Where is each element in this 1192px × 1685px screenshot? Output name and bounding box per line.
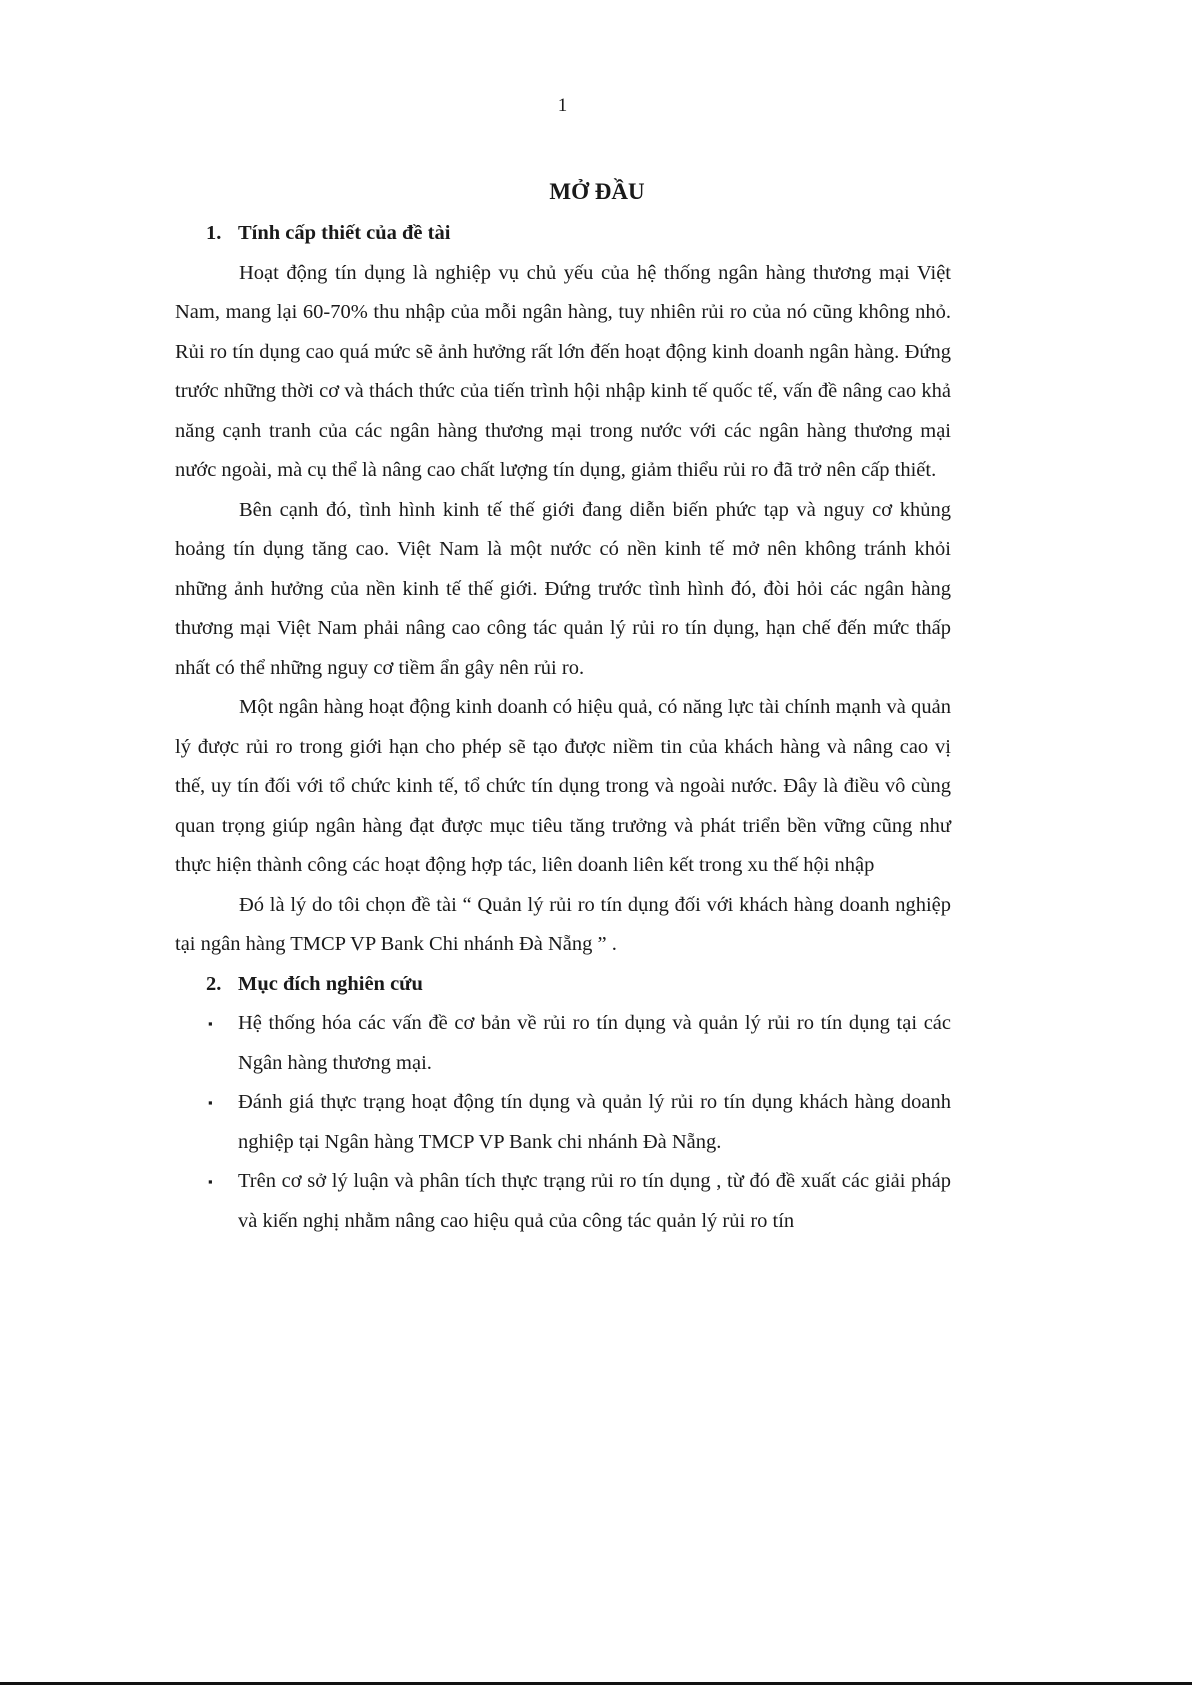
section-number-1: 1. <box>206 222 222 244</box>
section-heading-1 <box>175 214 951 254</box>
objectives-list <box>175 1004 951 1241</box>
paragraph-2: Bên cạnh đó, tình hình kinh tế thế giới đang diễn biến phức tạp và nguy cơ khủng hoảng tín dụng tăng cao. Việt Nam là một nước có nền kinh tế mở nên không tránh khỏi những ảnh hưởng của nền kinh tế thế giới. Đứng trước tình hình đó, đòi hỏi các ngân hàng thương mại Việt Nam phải nâng cao công tác quản lý rủi ro tín dụng, hạn chế đến mức thấp nhất có thể những nguy cơ tiềm ẩn gây nên rủi ro. <box>175 498 951 679</box>
square-bullet-icon: ▪ <box>208 1016 213 1031</box>
square-bullet-icon: ▪ <box>208 1174 213 1189</box>
paragraph-4: Đó là lý do tôi chọn đề tài “ Quản lý rủi ro tín dụng đối với khách hàng doanh nghiệp tại ngân hàng TMCP VP Bank Chi nhánh Đà Nẵng ” . <box>175 893 951 955</box>
paragraph-1: Hoạt động tín dụng là nghiệp vụ chủ yếu của hệ thống ngân hàng thương mại Việt Nam, mang lại 60-70% thu nhập của mỗi ngân hàng, tuy nhiên rủi ro của nó cũng không nhỏ. Rủi ro tín dụng cao quá mức sẽ ảnh hưởng rất lớn đến hoạt động kinh doanh ngân hàng. Đứng trước những thời cơ và thách thức của tiến trình hội nhập kinh tế quốc tế, vấn đề nâng cao khả năng cạnh tranh của các ngân hàng thương mại trong nước với các ngân hàng thương mại nước ngoài, mà cụ thể là nâng cao chất lượng tín dụng, giảm thiểu rủi ro đã trở nên cấp thiết. <box>175 261 951 481</box>
section-number-2: 2. <box>206 972 222 995</box>
section-heading-2 <box>175 965 951 1005</box>
paragraph-3: Một ngân hàng hoạt động kinh doanh có hiệu quả, có năng lực tài chính mạnh và quản lý được rủi ro trong giới hạn cho phép sẽ tạo được niềm tin của khách hàng và nâng cao vị thế, uy tín đối với tổ chức kinh tế, tổ chức tín dụng trong và ngoài nước. Đây là điều vô cùng quan trọng giúp ngân hàng đạt được mục tiêu tăng trưởng và phát triển bền vững cũng như thực hiện thành công các hoạt động hợp tác, liên doanh liên kết trong xu thế hội nhập <box>175 696 951 876</box>
list-item <box>175 1004 951 1083</box>
page-title: MỞ ĐẦU <box>549 179 645 204</box>
list-item <box>175 1162 951 1241</box>
list-item <box>175 1083 951 1162</box>
section-title-2: Mục đích nghiên cứu <box>238 972 423 995</box>
page-content <box>175 172 951 1241</box>
section-title-1: Tính cấp thiết của đề tài <box>238 222 451 244</box>
square-bullet-icon: ▪ <box>208 1095 213 1110</box>
list-item-text: Đánh giá thực trạng hoạt động tín dụng và quản lý rủi ro tín dụng khách hàng doanh nghiệp tại Ngân hàng TMCP VP Bank chi nhánh Đà Nẵng. <box>238 1091 951 1153</box>
list-item-text: Trên cơ sở lý luận và phân tích thực trạng rủi ro tín dụng , từ đó đề xuất các giải pháp và kiến nghị nhằm nâng cao hiệu quả của công tác quản lý rủi ro tín <box>238 1170 951 1232</box>
list-item-text: Hệ thống hóa các vấn đề cơ bản về rủi ro tín dụng và quản lý rủi ro tín dụng tại các Ngân hàng thương mại. <box>238 1012 951 1074</box>
page-number: 1 <box>557 95 568 116</box>
